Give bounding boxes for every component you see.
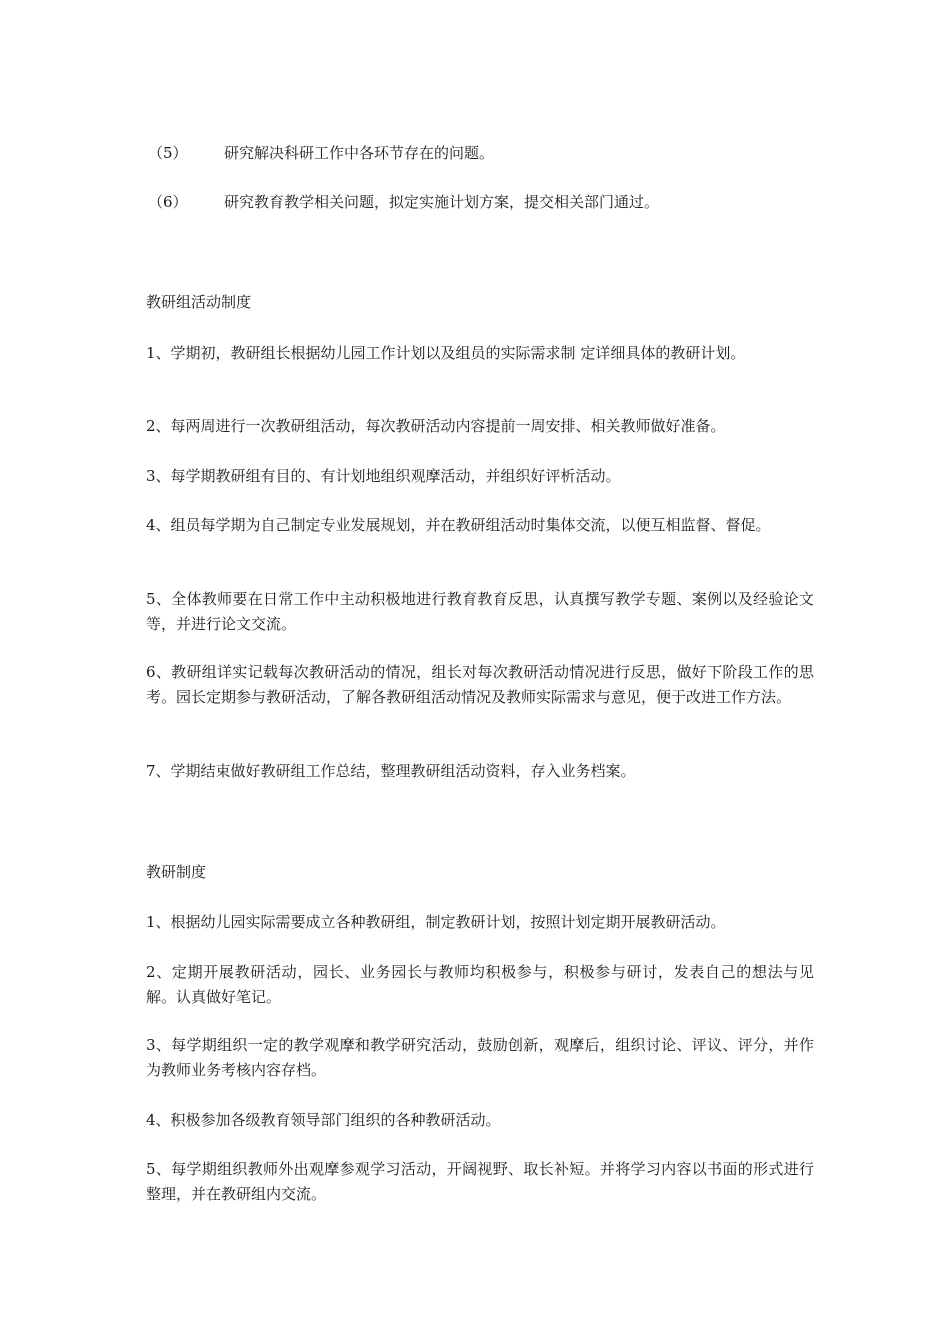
section-title-teaching-research: 教研制度 (146, 863, 207, 881)
intro-item (148, 141, 494, 165)
paragraph: 2、每两周进行一次教研组活动，每次教研活动内容提前一周安排、相关教师做好准备。 (146, 417, 726, 435)
paragraph: 3、每学期组织一定的教学观摩和教学研究活动，鼓励创新，观摩后，组织讨论、评议、评分，并作为教师业务考核内容存档。 (146, 1036, 814, 1079)
paragraph: 2、定期开展教研活动，园长、业务园长与教师均积极参与，积极参与研讨，发表自己的想法与见解。认真做好笔记。 (146, 963, 814, 1006)
intro-item (148, 190, 659, 214)
paragraph: 1、学期初，教研组长根据幼儿园工作计划以及组员的实际需求制 定详细具体的教研计划。 (146, 344, 746, 362)
paragraph: 7、学期结束做好教研组工作总结，整理教研组活动资料，存入业务档案。 (146, 762, 636, 780)
paragraph: 5、全体教师要在日常工作中主动积极地进行教育教育反思，认真撰写教学专题、案例以及经验论文等，并进行论文交流。 (146, 590, 814, 633)
paragraph: 1、根据幼儿园实际需要成立各种教研组，制定教研计划，按照计划定期开展教研活动。 (146, 913, 726, 931)
item-number: （6） (148, 193, 188, 211)
paragraph: 6、教研组详实记载每次教研活动的情况，组长对每次教研活动情况进行反思，做好下阶段工作的思考。园长定期参与教研活动，了解各教研组活动情况及教师实际需求与意见，便于改进工作方法。 (146, 663, 814, 706)
section-title-teaching-group-activity: 教研组活动制度 (146, 293, 252, 311)
item-text: 研究教育教学相关问题，拟定实施计划方案，提交相关部门通过。 (224, 193, 660, 211)
paragraph: 4、积极参加各级教育领导部门组织的各种教研活动。 (146, 1111, 501, 1129)
item-text: 研究解决科研工作中各环节存在的问题。 (224, 144, 495, 162)
paragraph: 4、组员每学期为自己制定专业发展规划，并在教研组活动时集体交流，以便互相监督、督促。 (146, 516, 771, 534)
paragraph: 3、每学期教研组有目的、有计划地组织观摩活动，并组织好评析活动。 (146, 467, 621, 485)
paragraph: 5、每学期组织教师外出观摩参观学习活动，开阔视野、取长补短。并将学习内容以书面的形式进行整理，并在教研组内交流。 (146, 1160, 814, 1203)
item-number: （5） (148, 144, 188, 162)
